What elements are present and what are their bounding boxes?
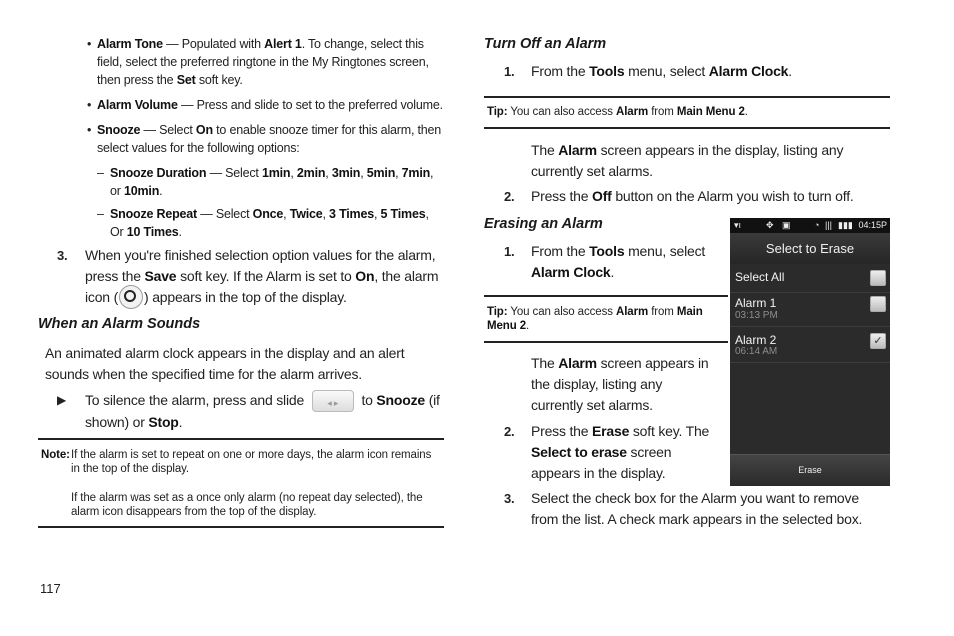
- step-number: 2.: [504, 189, 515, 204]
- term: Alarm: [558, 355, 597, 371]
- text: to enable snooze timer for this alarm, then select values for the following options:: [97, 123, 442, 155]
- slide-button-icon: ◂ ▸: [312, 390, 354, 412]
- phone-screen-select-to-erase: [730, 218, 890, 486]
- text: — Select: [140, 123, 196, 137]
- option: 5 Times: [380, 207, 426, 221]
- text: , the alarm icon (: [85, 268, 439, 305]
- term: Save: [144, 268, 177, 284]
- signal-icon: ▾ı: [734, 220, 742, 230]
- term: Set: [176, 73, 196, 87]
- alarm-icon: ◔: [814, 220, 820, 230]
- gps-icon: ✥: [766, 220, 774, 230]
- option: Twice: [289, 207, 323, 221]
- text: The: [531, 142, 559, 158]
- bars-icon: |||: [825, 220, 833, 230]
- term: Main Menu 2: [487, 306, 703, 332]
- term: Tools: [589, 63, 625, 79]
- text: soft key. If the Alarm is set to: [176, 268, 356, 284]
- dash: –: [97, 207, 104, 221]
- tip2-rule-top: [484, 295, 728, 297]
- label: Tip:: [487, 106, 508, 118]
- note-label: [41, 448, 70, 462]
- text: .: [788, 63, 792, 79]
- step-number: 3.: [504, 491, 515, 506]
- label: Tip:: [487, 306, 508, 318]
- term: Alarm: [558, 142, 597, 158]
- text: screen appears in the display, listing any currently set alarms.: [531, 355, 709, 413]
- text: Press the: [531, 423, 593, 439]
- term: Alarm Clock: [531, 264, 611, 280]
- step-2-erase: [504, 421, 716, 484]
- text: You can also access: [507, 106, 616, 118]
- text: menu, select: [624, 63, 709, 79]
- text: , or: [110, 166, 434, 198]
- bullet-snooze: [97, 121, 442, 157]
- row-select-all[interactable]: [730, 264, 890, 293]
- alarm-clock-icon: [119, 285, 143, 309]
- text: button on the Alarm you wish to turn off.: [611, 188, 854, 204]
- text: To silence the alarm, press and slide: [85, 392, 308, 408]
- note-rule-top: [38, 438, 444, 440]
- arrow-icon: ▶: [57, 393, 67, 407]
- text: screen appears in the display, listing any currently set alarms.: [531, 142, 844, 179]
- text: .: [178, 414, 183, 431]
- note-text-2: If the alarm was set as a once only alarm (no repeat day selected), the alarm icon disappears from the top of the display.: [71, 492, 423, 518]
- tip2-rule-bottom: [484, 341, 728, 343]
- term: Off: [592, 188, 612, 204]
- term: Alarm Tone: [97, 37, 163, 51]
- tip1-rule-bottom: [484, 127, 890, 129]
- term: Snooze: [97, 123, 141, 137]
- text: .: [610, 264, 615, 280]
- step-1-erase: [504, 241, 716, 283]
- term: On: [355, 268, 375, 284]
- note-text-1: If the alarm is set to repeat on one or more days, the alarm icon remains in the top of the display.: [71, 449, 432, 475]
- step-number: 2.: [504, 424, 515, 439]
- step-number: 1.: [504, 244, 515, 259]
- text: soft key. The: [629, 423, 710, 439]
- step-3: [57, 245, 447, 309]
- step-2-turn-off: [504, 186, 891, 207]
- text: Press the: [531, 188, 593, 204]
- term: Erase: [592, 423, 630, 439]
- text: — Select: [206, 166, 262, 180]
- text: menu, select: [624, 243, 706, 259]
- term: Tools: [589, 243, 625, 259]
- text: — Populated with: [162, 37, 265, 51]
- term: Alarm Volume: [97, 98, 178, 112]
- term: Alert 1: [264, 37, 302, 51]
- text: — Select: [197, 207, 253, 221]
- option: 10 Times: [126, 225, 179, 239]
- status-bar: [730, 218, 890, 233]
- term: Select to erase: [531, 444, 627, 460]
- tip-2: [487, 305, 719, 333]
- option: 1min: [261, 166, 291, 180]
- softkey-erase[interactable]: Erase: [730, 454, 890, 486]
- text: screen appears in the display.: [531, 444, 672, 481]
- row-alarm-1[interactable]: [730, 293, 890, 327]
- tip-1: [487, 105, 887, 119]
- row-time: 03:13 PM: [735, 310, 778, 321]
- text: — Press and slide to set to the preferred volume.: [177, 98, 443, 112]
- term: Alarm: [615, 106, 649, 118]
- term: Alarm Clock: [708, 63, 789, 79]
- text: to: [357, 392, 377, 408]
- row-time: 06:14 AM: [735, 346, 778, 357]
- text: When you're finished selection option values for the alarm, press the: [85, 247, 436, 284]
- option: Once: [252, 207, 284, 221]
- checkbox-alarm-1[interactable]: [870, 296, 886, 312]
- note-rule-bottom: [38, 526, 444, 528]
- option: 7min: [401, 166, 431, 180]
- text: You can also access: [507, 306, 616, 318]
- screen-title: Select to Erase: [730, 233, 890, 264]
- text: .: [178, 225, 182, 239]
- battery-icon: ▮▮▮: [838, 220, 853, 230]
- checkbox-select-all[interactable]: [870, 270, 886, 286]
- alarm-screen-paragraph-1: [531, 140, 871, 182]
- text: .: [159, 184, 163, 198]
- step-1-turn-off: [504, 61, 891, 82]
- text: (if shown) or: [85, 392, 440, 431]
- text: soft key.: [195, 73, 243, 87]
- text: Select the check box for the Alarm you want to remove from the list. A check mark appears in the selected box.: [531, 490, 863, 527]
- option: 5min: [366, 166, 396, 180]
- alarm-screen-paragraph-2: [531, 353, 716, 416]
- step-number: 3.: [57, 248, 68, 263]
- row-alarm-2[interactable]: [730, 327, 890, 363]
- alarm-sounds-paragraph: An animated alarm clock appears in the display and an alert sounds when the specified time for the alarm arrives.: [45, 345, 405, 382]
- sub-snooze-repeat: – Snooze Repeat — Select Once, Twice, 3 Times, 5 Times, Or 10 Times.: [97, 207, 429, 239]
- text: .: [526, 320, 530, 332]
- label: Note:: [41, 449, 70, 461]
- step-number: 1.: [504, 64, 515, 79]
- row-label: Alarm 2: [735, 333, 777, 347]
- text: from: [648, 106, 677, 118]
- text: .: [744, 106, 748, 118]
- text: . To change, select this field, select the preferred ringtone in the My Ringtones screen, then press the: [97, 37, 429, 87]
- step-3-erase: [504, 488, 876, 530]
- text: From the: [531, 243, 590, 259]
- checkbox-alarm-2[interactable]: ✓: [870, 333, 886, 349]
- term: Main Menu 2: [676, 106, 745, 118]
- page-number: 117: [40, 581, 61, 596]
- bullet-alarm-tone: [97, 35, 447, 89]
- option: 3 Times: [329, 207, 374, 221]
- term: Snooze: [376, 392, 425, 408]
- option: 10min: [124, 184, 160, 198]
- option: 3min: [331, 166, 361, 180]
- arrow-item-silence: [57, 390, 445, 433]
- dash: –: [97, 166, 104, 180]
- heading-when-alarm-sounds: When an Alarm Sounds: [38, 316, 201, 332]
- term: Snooze Duration: [110, 166, 207, 180]
- text: The: [531, 355, 559, 371]
- term: Alarm: [615, 306, 649, 318]
- heading-turn-off-alarm: Turn Off an Alarm: [484, 36, 607, 52]
- text: From the: [531, 63, 590, 79]
- term: On: [195, 123, 213, 137]
- row-label: Select All: [735, 270, 785, 284]
- sub-snooze-duration: – Snooze Duration — Select 1min, 2min, 3min, 5min, 7min, or 10min.: [97, 166, 434, 198]
- option: 2min: [296, 166, 326, 180]
- bullet-alarm-volume: [97, 96, 447, 114]
- status-time: 04:15P: [858, 220, 887, 230]
- row-label: Alarm 1: [735, 296, 777, 310]
- heading-erasing-alarm: Erasing an Alarm: [484, 216, 603, 232]
- term: Snooze Repeat: [110, 207, 197, 221]
- text: from: [648, 306, 677, 318]
- term: Stop: [148, 414, 179, 431]
- text: , Or: [110, 207, 429, 239]
- text: ) appears in the top of the display.: [144, 289, 347, 305]
- memory-icon: ▣: [782, 220, 791, 230]
- tip1-rule-top: [484, 96, 890, 98]
